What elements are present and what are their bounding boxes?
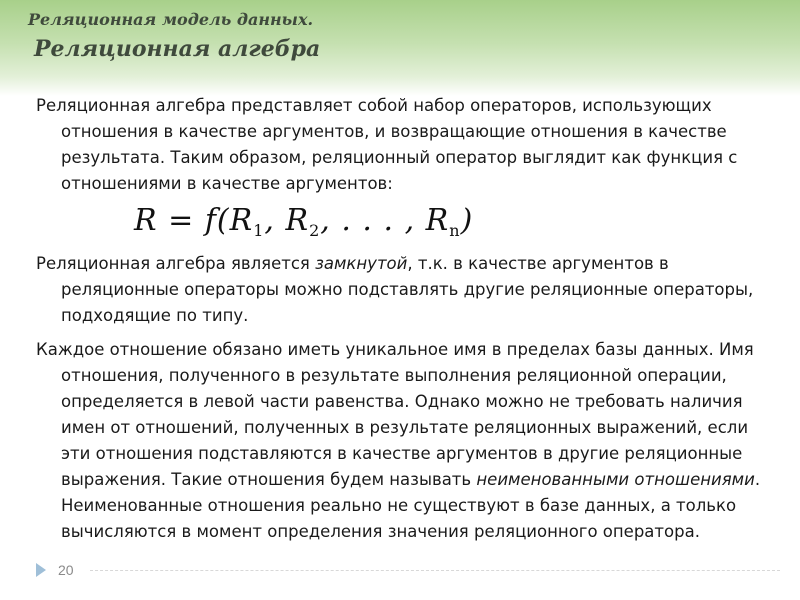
paragraph-unnamed-relations [36, 337, 778, 545]
formula-arg2-subscript: 2 [309, 221, 321, 240]
paragraph-definition [36, 93, 778, 197]
formula-equals: = [157, 203, 205, 238]
slide-header [0, 0, 800, 96]
formula-open-paren: ( [216, 203, 230, 238]
paragraph-closure [36, 251, 778, 329]
formula-arg1: R [229, 203, 254, 238]
footer-divider [90, 570, 780, 571]
paragraph-unnamed-before: Каждое отношение обязано иметь уникальное имя в пределах базы данных. Имя отношения, полученного в результате выполнения реляционной операции, определяется в левой части равенства. Однако можно не требовать наличия имен от отношений, полученных в результате реляционных выражений, если эти отношения подставляются в качестве аргументов в другие реляционные выражения. Такие отношения будем называть [36, 340, 754, 489]
slide-title-line2: Реляционная алгебра [34, 36, 321, 62]
term-closed: замкнутой [315, 254, 408, 273]
page-number: 20 [58, 562, 74, 578]
formula-arg2: R [285, 203, 310, 238]
formula-separator2: , . . . , [320, 203, 426, 238]
slide-title-line1: Реляционная модель данных. [28, 10, 314, 29]
paragraph-closure-before: Реляционная алгебра является [36, 254, 316, 273]
formula-argn: R [425, 203, 450, 238]
paragraph-unnamed-after: . Неименованные отношения реально не существуют в базе данных, а только вычисляются в момент определения значения реляционного оператора. [61, 470, 761, 541]
term-unnamed-relations: неименованными отношениями [476, 470, 755, 489]
paragraph-definition-text: Реляционная алгебра представляет собой набор операторов, использующих отношения в качестве аргументов, и возвращающие отношения в качестве результата. Таким образом, реляционный оператор выглядит как функция с отношениями в качестве аргументов: [36, 96, 738, 193]
formula-separator1: , [264, 203, 286, 238]
slide-body [36, 93, 778, 553]
formula [134, 201, 778, 243]
formula-lhs: R [134, 203, 158, 238]
formula-argn-subscript: n [449, 221, 461, 240]
formula-close-paren: ) [460, 203, 474, 238]
formula-arg1-subscript: 1 [253, 221, 265, 240]
slide-footer [36, 560, 74, 580]
formula-function: f [204, 203, 217, 238]
paragraph-closure-after: , т.к. в качестве аргументов в реляционные операторы можно подставлять другие реляционные операторы, подходящие по типу. [61, 254, 754, 325]
arrow-icon [36, 563, 46, 577]
